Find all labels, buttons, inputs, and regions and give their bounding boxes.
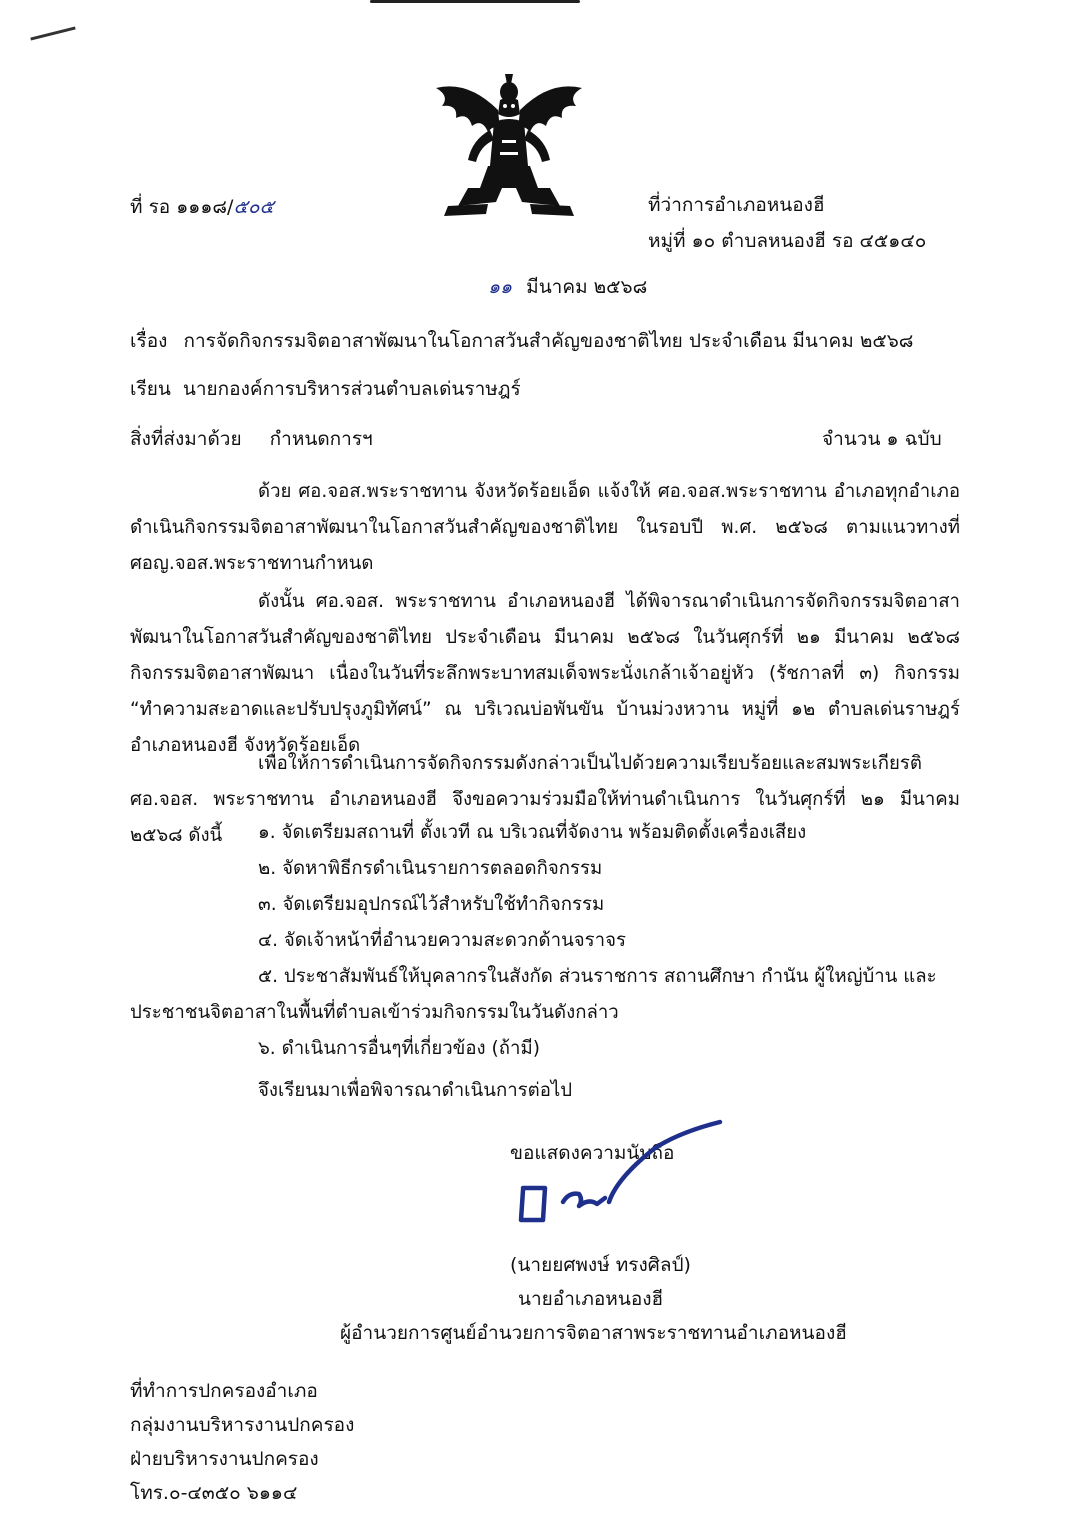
list-item: ๑. จัดเตรียมสถานที่ ตั้งเวที ณ บริเวณที่จัดงาน พร้อมติดตั้งเครื่องเสียง xyxy=(258,822,807,843)
enclosure-label: สิ่งที่ส่งมาด้วย xyxy=(130,428,242,450)
stray-pen-mark xyxy=(30,26,75,40)
list-item: ๓. จัดเตรียมอุปกรณ์ไว้สำหรับใช้ทำกิจกรรม xyxy=(258,894,605,915)
office-name: ที่ว่าการอำเภอหนองฮี xyxy=(648,194,825,216)
footer-phone: โทร.๐-๔๓๕๐ ๖๑๑๔ xyxy=(130,1482,298,1504)
paragraph-3-text: เพื่อให้การดำเนินการจัดกิจกรรมดังกล่าวเป็นไปด้วยความเรียบร้อยและสมพระเกียรติ ศอ.จอส. พระราชทาน อำเภอหนองฮี จึงขอความร่วมมือให้ท่านดำเนินการ ในวันศุกร์ที่ ๒๑ มีนาคม ๒๕๖๘ ดังนี้ xyxy=(130,753,960,846)
recipient-label: เรียน xyxy=(130,378,171,400)
footer-division: กลุ่มงานบริหารงานปกครอง xyxy=(130,1414,355,1436)
enclosure-text: กำหนดการฯ xyxy=(269,428,373,450)
paragraph-2-text: ดังนั้น ศอ.จอส. พระราชทาน อำเภอหนองฮี ได้พิจารณาดำเนินการจัดกิจกรรมจิตอาสาพัฒนาในโอกาสวันสำคัญของชาติไทย ประจำเดือน มีนาคม ๒๕๖๘ ในวันศุกร์ที่ ๒๑ มีนาคม ๒๕๖๘ กิจกรรมจิตอาสาพัฒนา เนื่องในวันที่ระลึกพระบาทสมเด็จพระนั่งเกล้าเจ้าอยู่หัว (รัชกาลที่ ๓) กิจกรรม “ทำความสะอาดและปรับปรุงภูมิทัศน์” ณ บริเวณบ่อพันขัน บ้านม่วงหวาน หมู่ที่ ๑๒ ตำบลเด่นราษฎร์ อำเภอหนองฮี จังหวัดร้อยเอ็ด xyxy=(130,591,960,756)
list-item: ๒. จัดหาพิธีกรดำเนินรายการตลอดกิจกรรม xyxy=(258,858,603,879)
garuda-emblem-icon xyxy=(428,70,590,220)
handwritten-signature-icon xyxy=(505,1118,735,1224)
list-item-continuation: ประชาชนจิตอาสาในพื้นที่ตำบลเข้าร่วมกิจกรรมในวันดังกล่าว xyxy=(130,1002,619,1023)
office-address: หมู่ที่ ๑๐ ตำบลหนองฮี รอ ๔๕๑๔๐ xyxy=(648,230,927,252)
enclosure-count: จำนวน ๑ ฉบับ xyxy=(822,428,942,450)
document-date xyxy=(488,276,647,299)
subject-label: เรื่อง xyxy=(130,330,168,352)
enclosure-line xyxy=(130,428,373,451)
scan-edge-mark xyxy=(370,0,580,3)
reference-prefix: ที่ รอ ๑๑๑๘/ xyxy=(130,196,234,218)
recipient-text: นายกองค์การบริหารส่วนตำบลเด่นราษฎร์ xyxy=(182,378,521,400)
document-reference xyxy=(130,196,274,219)
date-month-year: มีนาคม ๒๕๖๘ xyxy=(526,276,648,298)
list-item: ๔. จัดเจ้าหน้าที่อำนวยความสะดวกด้านจราจร xyxy=(258,930,626,951)
recipient-line xyxy=(130,378,521,401)
signer-position: ผู้อำนวยการศูนย์อำนวยการจิตอาสาพระราชทานอำเภอหนองฮี xyxy=(340,1322,847,1344)
signer-name: (นายยศพงษ์ ทรงศิลป์) xyxy=(510,1254,691,1276)
reference-number-handwritten: ๕๐๕ xyxy=(233,196,274,218)
list-item: ๕. ประชาสัมพันธ์ให้บุคลากรในสังกัด ส่วนราชการ สถานศึกษา กำนัน ผู้ใหญ่บ้าน และ xyxy=(258,966,937,987)
subject-text: การจัดกิจกรรมจิตอาสาพัฒนาในโอกาสวันสำคัญของชาติไทย ประจำเดือน มีนาคม ๒๕๖๘ xyxy=(183,330,914,352)
date-day-handwritten: ๑๑ xyxy=(488,276,513,298)
footer-section: ฝ่ายบริหารงานปกครอง xyxy=(130,1448,319,1470)
paragraph-1-text: ด้วย ศอ.จอส.พระราชทาน จังหวัดร้อยเอ็ด แจ้งให้ ศอ.จอส.พระราชทาน อำเภอทุกอำเภอ ดำเนินกิจกรรมจิตอาสาพัฒนาในโอกาสวันสำคัญของชาติไทย ในรอบปี พ.ศ. ๒๕๖๘ ตามแนวทางที่ ศอญ.จอส.พระราชทานกำหนด xyxy=(130,481,960,574)
subject-line xyxy=(130,330,913,353)
salutation: ขอแสดงความนับถือ xyxy=(510,1142,675,1164)
body-paragraph-2 xyxy=(130,584,960,764)
closing-sentence: จึงเรียนมาเพื่อพิจารณาดำเนินการต่อไป xyxy=(258,1080,573,1101)
list-item: ๖. ดำเนินการอื่นๆที่เกี่ยวข้อง (ถ้ามี) xyxy=(258,1038,541,1059)
signer-title: นายอำเภอหนองฮี xyxy=(518,1288,664,1310)
footer-office: ที่ทำการปกครองอำเภอ xyxy=(130,1380,318,1402)
body-paragraph-1 xyxy=(130,474,960,582)
